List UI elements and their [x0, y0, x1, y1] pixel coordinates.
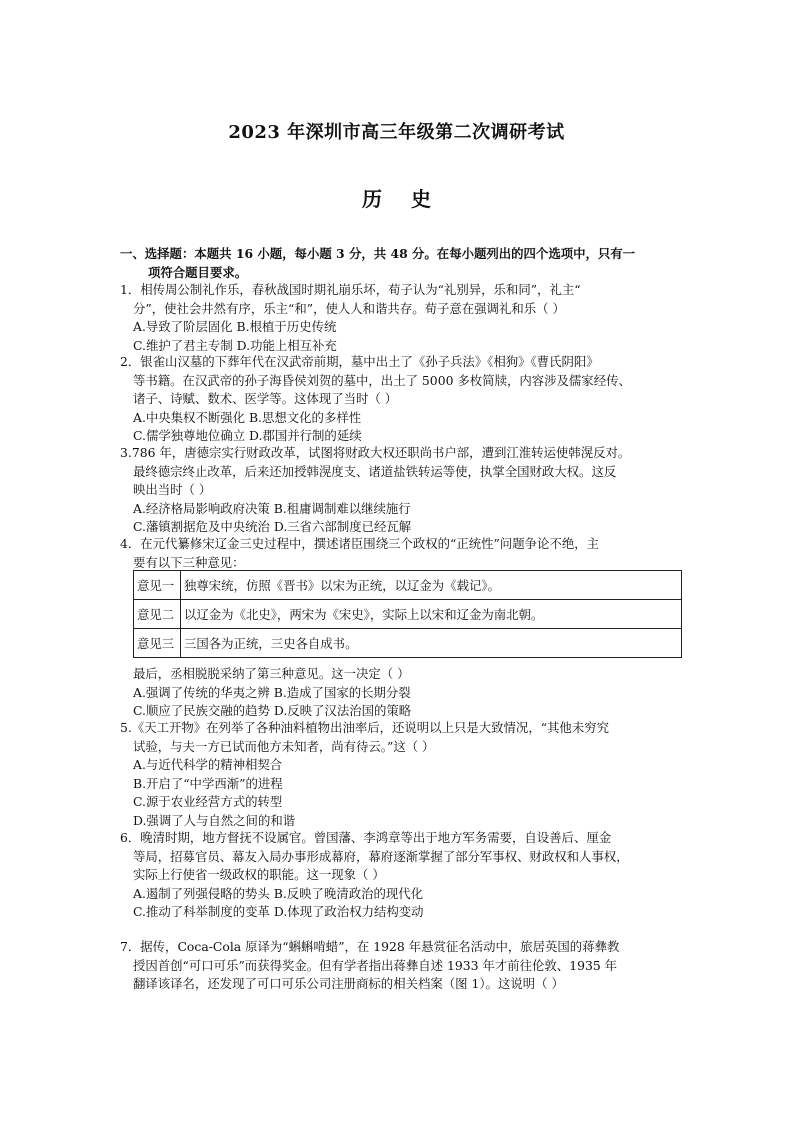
option-line: D.强调了人与自然之间的和谐	[133, 812, 296, 828]
table-row	[134, 571, 682, 600]
question-text-line: 4．在元代纂修宋辽金三史过程中，撰述诸臣围绕三个政权的“正统性”问题争论不绝，主	[120, 536, 600, 551]
option-line: A.强调了传统的华夷之辨 B.造成了国家的长期分裂	[133, 684, 411, 700]
question-5	[120, 719, 682, 830]
question-text-line: 6．晚清时期，地方督抚不设属官。曾国藩、李鸿章等出于地方军务需要，自设善后、厘金	[120, 830, 612, 845]
question-4	[120, 535, 682, 572]
table-cell-value: 以辽金为《北史》，两宋为《宋史》，实际上以宋和辽金为南北朝。	[181, 600, 682, 629]
option-line: C.藩镇割据危及中央统治 D.三省六部制度已经瓦解	[133, 519, 412, 534]
question-text-line: 最终德宗终止改革，后来还加授韩滉度支、诸道盐铁转运等使，执掌全国财政大权。这反	[133, 463, 617, 479]
question-text-line: 最后，丞相脱脱采纳了第三种意见。这一决定（ ）	[133, 666, 410, 681]
option-line: A.导致了阶层固化 B.根植于历史传统	[133, 319, 337, 334]
option-line: A.经济格局影响政府决策 B.租庸调制难以继续施行	[133, 500, 411, 516]
opinions-table	[133, 570, 682, 658]
question-6	[120, 829, 682, 922]
option-line: C.儒学独尊地位确立 D.郡国并行制的延续	[133, 428, 362, 443]
question-text-line: 2．银雀山汉墓的下葬年代在汉武帝前期，墓中出土了《孙子兵法》《相狗》《曹氏阴阳》	[120, 354, 599, 369]
table-cell-key: 意见三	[134, 629, 181, 658]
section-heading-line2: 项符合题目要求。	[148, 265, 248, 280]
option-line: A.与近代科学的精神相契合	[133, 757, 283, 772]
table-row	[134, 629, 682, 658]
section-heading	[120, 244, 680, 282]
option-line: C.推动了科举制度的变革 D.体现了政治权力结构变动	[133, 904, 424, 919]
question-4-continued	[120, 665, 682, 721]
question-text-line: 等局，招募官员、幕友入局办事形成幕府，幕府逐渐掌握了部分军事权、财政权和人事权，	[133, 848, 629, 864]
question-1	[120, 281, 682, 355]
question-text-line: 1．相传周公制礼作乐，春秋战国时期礼崩乐坏，荀子认为“礼别异，乐和同”，礼主“	[120, 282, 581, 297]
question-7	[120, 938, 682, 994]
question-text-line: 3.786 年，唐德宗实行财政改革，试图将财政大权还职尚书户部，遭到江淮转运使韩滉反对。	[120, 445, 631, 460]
question-text-line: 分”，使社会井然有序，乐主“和”，使人人和谐共存。荀子意在强调礼和乐（ ）	[133, 300, 565, 316]
option-line: B.开启了“中学西渐”的进程	[133, 775, 283, 791]
exam-subject: 历 史	[362, 187, 431, 211]
table-row	[134, 600, 682, 629]
exam-title: 2023 年深圳市高三年级第二次调研考试	[228, 122, 565, 143]
question-text-line: 翻译该译名，还发现了可口可乐公司注册商标的相关档案（图 1）。这说明（ ）	[133, 976, 564, 991]
question-text-line: 实际上行使省一级政权的职能。这一现象（ ）	[133, 867, 385, 882]
table-cell-key: 意见二	[134, 600, 181, 629]
question-text-line: 映出当时（ ）	[133, 482, 212, 497]
question-text-line: 7．据传，Coca-Cola 原译为“蝌蝌啃蜡”，在 1928 年悬赏征名活动中，旅居英国的蒋彝教	[120, 939, 620, 954]
table-cell-value: 独尊宋统，仿照《晋书》以宋为正统，以辽金为《载记》。	[181, 571, 682, 600]
section-heading-line1: 一、选择题：本题共 16 小题，每小题 3 分，共 48 分。在每小题列出的四个选项中，只有一	[120, 246, 636, 261]
question-text-line: 要有以下三种意见：	[133, 554, 245, 570]
option-line: A.中央集权不断强化 B.思想文化的多样性	[133, 409, 362, 425]
question-text-line: 诸子、诗赋、数术、医学等。这体现了当时（ ）	[133, 391, 398, 406]
option-line: C.顺应了民族交融的趋势 D.反映了汉法治国的策略	[133, 703, 412, 718]
question-2	[120, 353, 682, 446]
question-text-line: 等书籍。在汉武帝的孙子海昏侯刘贺的墓中，出土了 5000 多枚简牍，内容涉及儒家经传、	[133, 372, 631, 388]
question-3	[120, 444, 682, 537]
table-cell-key: 意见一	[134, 571, 181, 600]
question-text-line: 试验，与夫一方已试而他方未知者，尚有待云。”这（ ）	[133, 738, 435, 754]
option-line: A.遏制了列强侵略的势头 B.反映了晚清政治的现代化	[133, 885, 424, 901]
table-cell-value: 三国各为正统，三史各自成书。	[181, 629, 682, 658]
question-text-line: 5.《天工开物》在列举了各种油料植物出油率后，还说明以上只是大致情况，“其他未穷究	[120, 720, 609, 735]
option-line: C.源于农业经营方式的转型	[133, 794, 283, 809]
option-line: C.维护了君主专制 D.功能上相互补充	[133, 337, 337, 353]
question-text-line: 授因首创“可口可乐”而获得奖金。但有学者指出蒋彝自述 1933 年才前往伦敦、1935 年	[133, 957, 618, 973]
